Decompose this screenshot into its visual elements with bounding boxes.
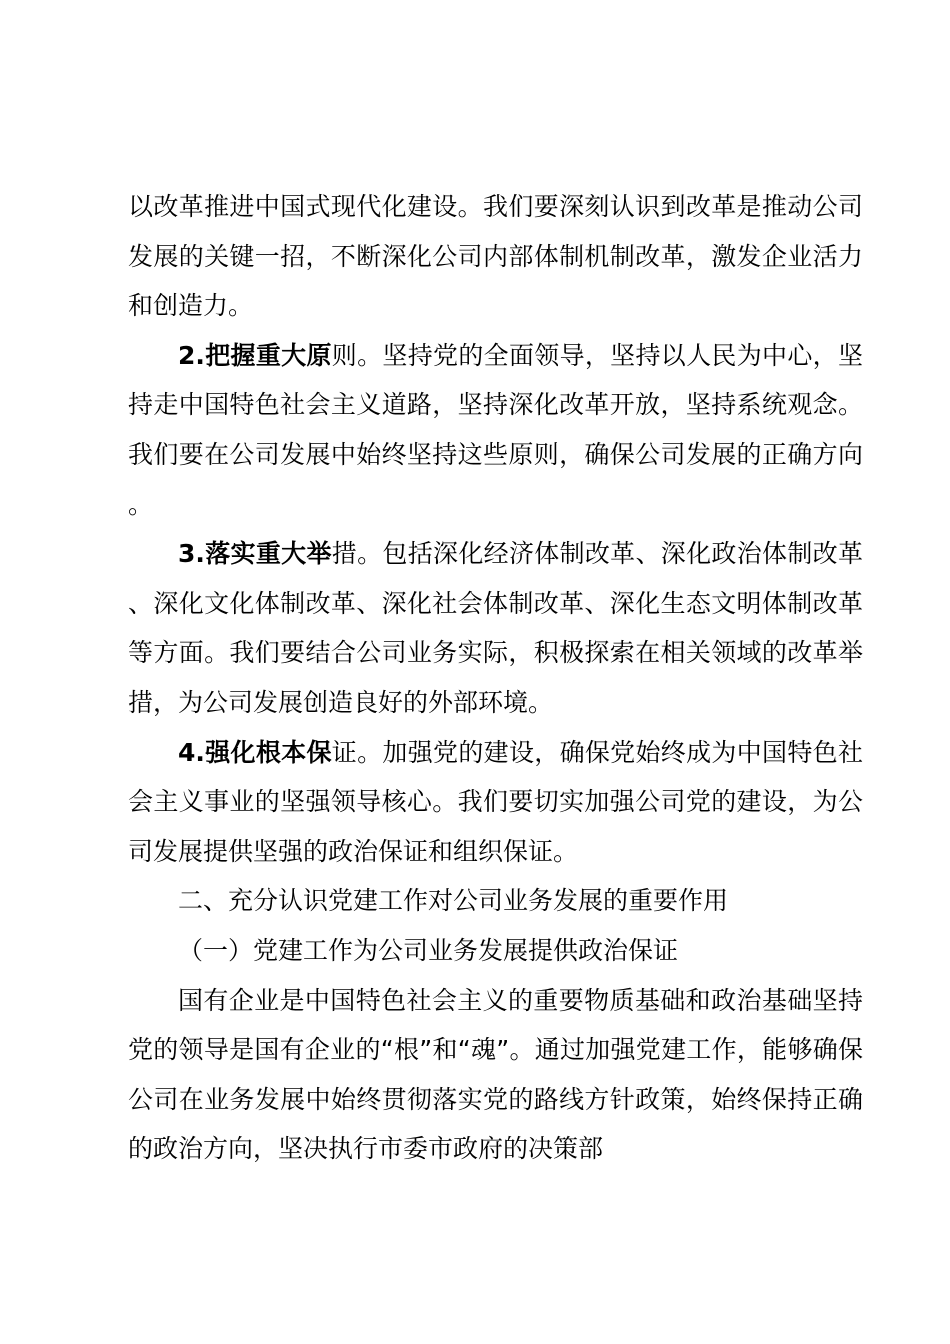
paragraph-text: 证。加强党的建设，确保党始终成为中国特色社会主义事业的坚强领导核心。我们要切实加强公司党的建设，为公司发展提供坚强的政治保证和组织保证。 [128, 737, 863, 866]
paragraph-lead: 3.落实重大举 [178, 539, 332, 569]
paragraph-lead: 4.强化根本保 [178, 737, 332, 767]
heading-text: 二、充分认识党建工作对公司业务发展的重要作用 [178, 886, 729, 916]
paragraph-major-principles [128, 331, 863, 529]
paragraph-text: 措。包括深化经济体制改革、深化政治体制改革、深化文化体制改革、深化社会体制改革、深化生态文明体制改革等方面。我们要结合公司业务实际，积极探索在相关领域的改革举措，为公司发展创造良好的外部环境。 [128, 539, 863, 717]
heading-text: （一）党建工作为公司业务发展提供政治保证 [178, 935, 679, 965]
paragraph-lead: 2.把握重大原 [178, 340, 332, 370]
paragraph-text: 以改革推进中国式现代化建设。我们要深刻认识到改革是推动公司发展的关键一招，不断深化公司内部体制机制改革，激发企业活力和创造力。 [128, 192, 863, 321]
subsection-heading-1 [128, 926, 863, 976]
paragraph-text: 国有企业是中国特色社会主义的重要物质基础和政治基础坚持党的领导是国有企业的“根”和“魂”。通过加强党建工作，能够确保公司在业务发展中始终贯彻落实党的路线方针政策，始终保持正确的政治方向，坚决执行市委市政府的决策部 [128, 985, 863, 1164]
paragraph-reform-modernization [128, 182, 863, 331]
paragraph-fundamental-guarantee [128, 728, 863, 877]
paragraph-text: 则。坚持党的全面领导，坚持以人民为中心，坚持走中国特色社会主义道路，坚持深化改革开放，坚持系统观念。我们要在公司发展中始终坚持这些原则，确保公司发展的正确方向。 [128, 340, 863, 519]
paragraph-state-enterprises [128, 976, 863, 1174]
paragraph-major-measures [128, 529, 863, 727]
section-heading-2 [128, 876, 863, 926]
document-body [128, 182, 863, 1174]
